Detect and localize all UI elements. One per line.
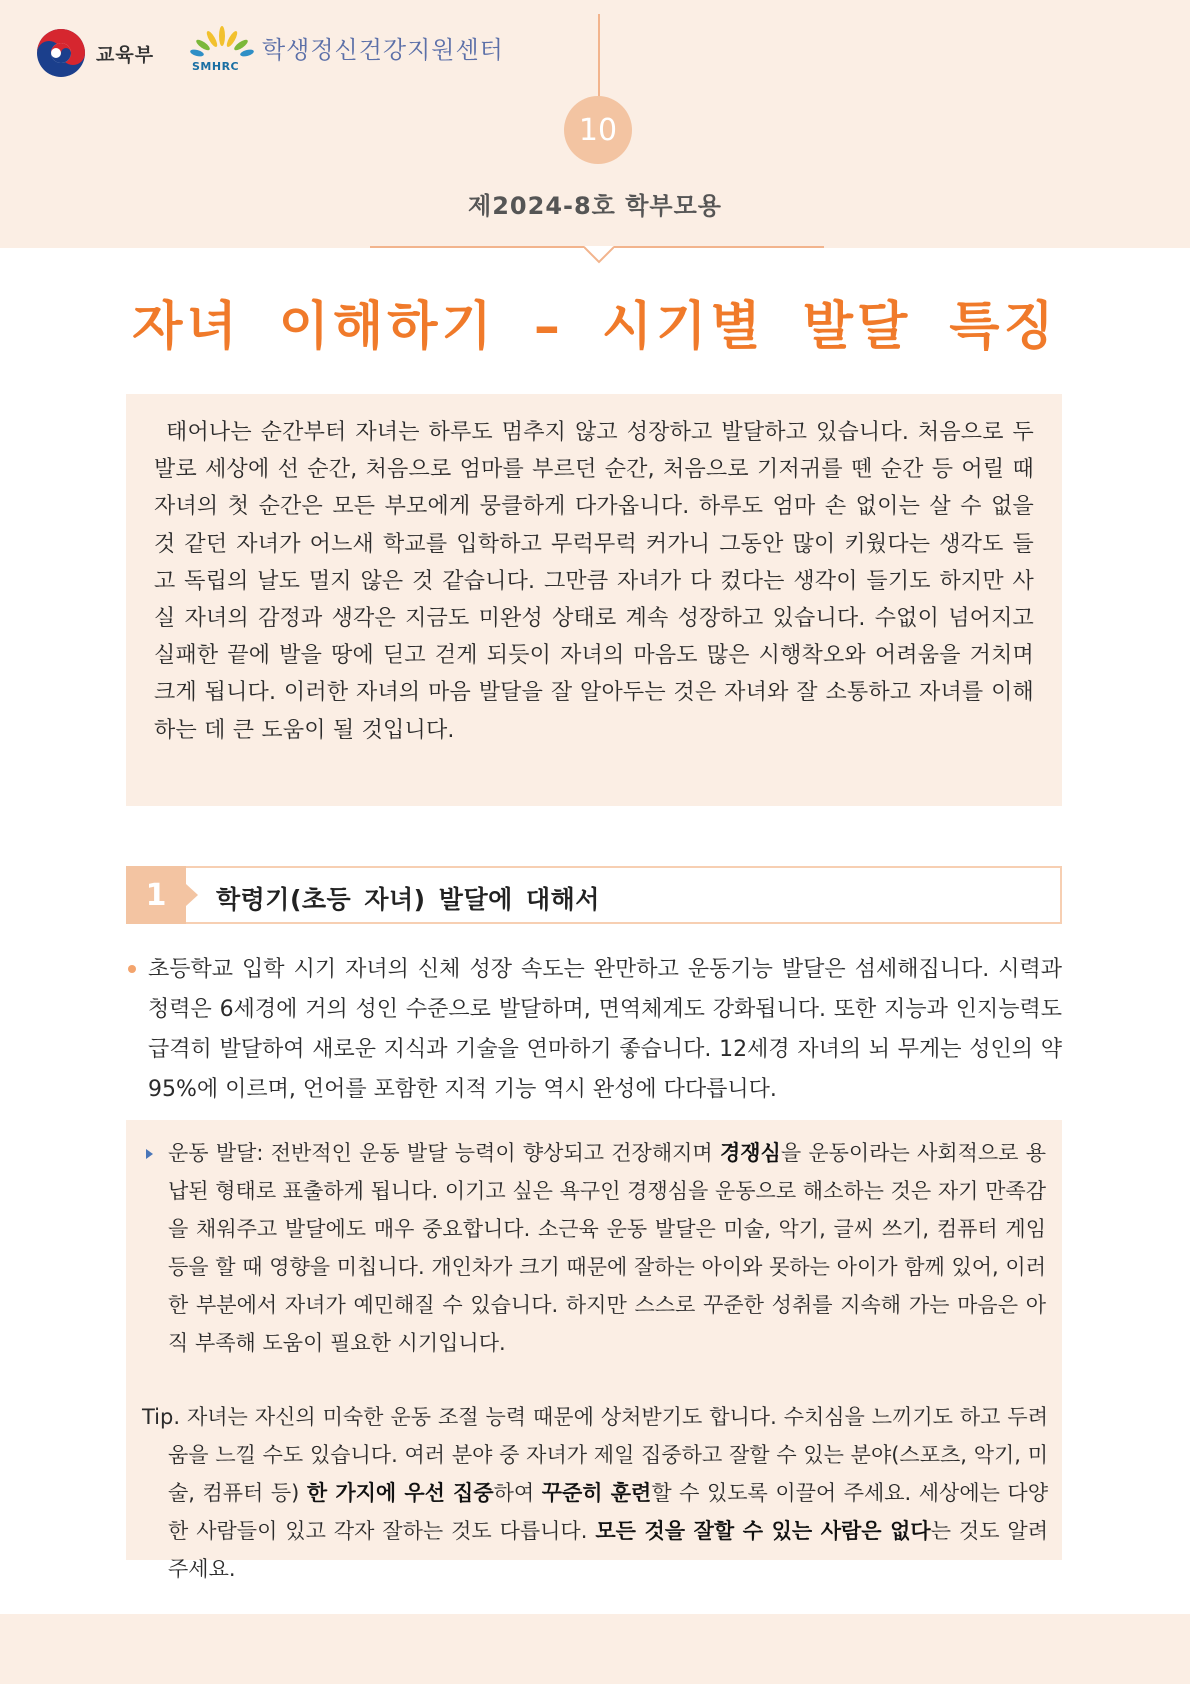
ministry-logo (36, 28, 154, 78)
section-arrow-icon (186, 884, 198, 906)
triangle-bullet-icon (146, 1149, 153, 1159)
bullet-dot-icon (128, 965, 136, 973)
tip-bold-part: 한 가지에 우선 집중 (306, 1481, 494, 1505)
issue-number-badge: 10 (564, 96, 632, 164)
center-abbreviation: SMHRC (192, 60, 240, 73)
center-name: 학생정신건강지원센터 (262, 36, 504, 64)
intro-box (126, 394, 1062, 806)
issue-label: 제2024-8호 학부모용 (468, 192, 722, 220)
ministry-name: 교육부 (96, 43, 155, 66)
section-header (126, 866, 1062, 924)
center-logo (190, 26, 504, 74)
tip-text-part: 는 것도 알려주세요. (168, 1519, 1049, 1581)
detail-box (126, 1120, 1062, 1581)
tip-text-part: 하여 (493, 1481, 542, 1505)
section-title: 학령기(초등 자녀) 발달에 대해서 (216, 885, 600, 914)
motor-text-prefix: 운동 발달: 전반적인 운동 발달 능력이 향상되고 건장해지며 (168, 1141, 720, 1165)
tip-bold-part: 모든 것을 잘할 수 있는 사람은 없다 (595, 1519, 931, 1543)
tip-block (142, 1398, 1048, 1588)
header-vertical-line (598, 14, 600, 98)
tip-text (142, 1398, 1048, 1588)
motor-development-text (168, 1134, 1046, 1362)
motor-text-bold: 경쟁심 (719, 1141, 781, 1165)
page-title: 자녀 이해하기 – 시기별 발달 특징 (132, 297, 1058, 357)
sunburst-logo-icon (190, 26, 254, 74)
tip-text-part: 할 수 있도록 이끌어 주세요. 세상에는 다양한 사람들이 있고 각자 잘하는 것도 다릅니다. (168, 1481, 1048, 1543)
bullet-text: 초등학교 입학 시기 자녀의 신체 성장 속도는 완만하고 운동기능 발달은 섬세해집니다. 시력과 청력은 6세경에 거의 성인 수준으로 발달하며, 면역체계도 강화됩니다. 또한 지능과 인지능력도 급격히 발달하여 새로운 지식과 기술을 연마하기 좋습니다. 12세경 자녀의 뇌 무게는 성인의 약 95%에 이르며, 언어를 포함한 지적 기능 역시 완성에 다다릅니다. (148, 957, 1062, 1102)
motor-text-suffix: 을 운동이라는 사회적으로 용납된 형태로 표출하게 됩니다. 이기고 싶은 욕구인 경쟁심을 운동으로 해소하는 것은 자기 만족감을 채워주고 발달에도 매우 중요합니다. 소근육 운동 발달은 미술, 악기, 글씨 쓰기, 컴퓨터 게임 등을 할 때 영향을 미칩니다. 개인차가 크기 때문에 잘하는 아이와 못하는 아이가 함께 있어, 이러한 부분에서 자녀가 예민해질 수 있습니다. 하지만 스스로 꾸준한 성취를 지속해 가는 마음은 아직 부족해 도움이 필요한 시기입니다. (168, 1141, 1046, 1355)
tip-text-part: Tip. 자녀는 자신의 미숙한 운동 조절 능력 때문에 상처받기도 합니다. 수치심을 느끼기도 하고 두려움을 느낄 수도 있습니다. 여러 분야 중 자녀가 제일 집중하고 잘할 수 있는 분야(스포츠, 악기, 미술, 컴퓨터 등) (142, 1405, 1048, 1505)
section-number: 1 (126, 866, 186, 924)
intro-paragraph: 태어나는 순간부터 자녀는 하루도 멈추지 않고 성장하고 발달하고 있습니다. 처음으로 두 발로 세상에 선 순간, 처음으로 엄마를 부르던 순간, 처음으로 기저귀를 뗀 순간 등 어릴 때 자녀의 첫 순간은 모든 부모에게 뭉클하게 다가옵니다. 하루도 엄마 손 없이는 살 수 없을 것 같던 자녀가 어느새 학교를 입학하고 무럭무럭 커가니 그동안 많이 키웠다는 생각도 들고 독립의 날도 멀지 않은 것 같습니다. 그만큼 자녀가 다 컸다는 생각이 들기도 하지만 사실 자녀의 감정과 생각은 지금도 미완성 상태로 계속 성장하고 있습니다. 수없이 넘어지고 실패한 끝에 발을 땅에 딛고 걷게 되듯이 자녀의 마음도 많은 시행착오와 어려움을 거치며 크게 됩니다. 이러한 자녀의 마음 발달을 잘 알아두는 것은 자녀와 잘 소통하고 자녀를 이해하는 데 큰 도움이 될 것입니다. (154, 420, 1034, 743)
motor-development-item (146, 1134, 1046, 1362)
taegeuk-logo-icon (36, 28, 86, 78)
divider-notch-icon (584, 246, 614, 266)
footer-band (0, 1614, 1190, 1684)
tip-bold-part: 꾸준히 훈련 (541, 1481, 652, 1505)
bullet-item (126, 950, 1062, 1110)
